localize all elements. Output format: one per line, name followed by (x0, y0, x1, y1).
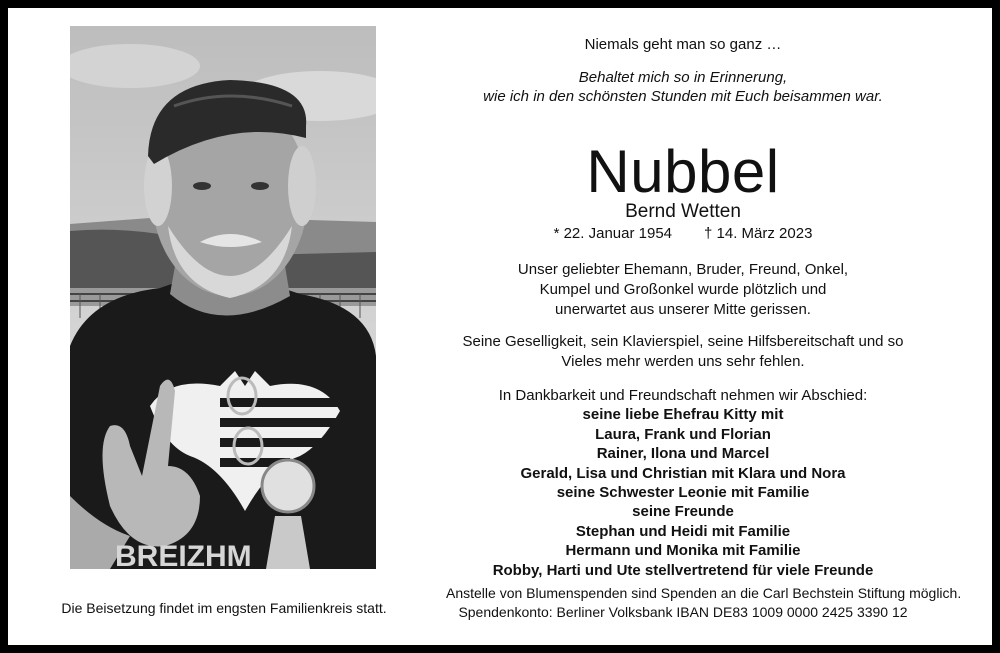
life-dates (446, 225, 920, 242)
donation-line: Anstelle von Blumenspenden sind Spenden an die Carl Bechstein Stiftung möglich. (446, 585, 962, 601)
text-line: Kumpel und Großonkel wurde plötzlich und (539, 281, 827, 298)
memory-paragraph (446, 332, 920, 372)
deceased-nickname: Nubbel (586, 138, 780, 205)
quote-line: Behaltet mich so in Erinnerung, (578, 69, 788, 86)
mourner: seine Schwester Leonie mit Familie (556, 484, 810, 502)
mourner: Laura, Frank und Florian (595, 425, 771, 443)
deceased-full-name: Bernd Wetten (625, 201, 741, 222)
birth-date: * 22. Januar 1954 (553, 225, 673, 242)
portrait-photo (70, 26, 376, 569)
mourner: seine liebe Ehefrau Kitty mit (582, 406, 784, 424)
text-line: unerwartet aus unserer Mitte gerissen. (555, 301, 811, 318)
farewell-intro: In Dankbarkeit und Freundschaft nehmen wir Abschied: (498, 387, 868, 404)
donation-info (446, 584, 962, 622)
quote-line: wie ich in den schönsten Stunden mit Euch beisammen war. (483, 88, 883, 105)
mourner: seine Freunde (632, 503, 734, 521)
tribute-paragraph (446, 260, 920, 320)
shirt-text: BREIZHM (115, 540, 252, 569)
mourner: Hermann und Monika mit Familie (565, 542, 801, 560)
death-date: † 14. März 2023 (704, 225, 813, 242)
text-line: Seine Geselligkeit, sein Klavierspiel, seine Hilfsbereitschaft und so (462, 333, 904, 350)
mourner: Robby, Harti und Ute stellvertretend für viele Freunde (492, 561, 874, 579)
bank-account-line: Spendenkonto: Berliner Volksbank IBAN DE83 1009 0000 2425 3390 12 (458, 604, 908, 620)
mourner: Rainer, Ilona und Marcel (596, 445, 770, 463)
burial-note: Die Beisetzung findet im engsten Familienkreis statt. (61, 600, 387, 616)
motto: Niemals geht man so ganz … (584, 36, 782, 53)
mourner: Stephan und Heidi mit Familie (575, 522, 791, 540)
quote (446, 68, 920, 106)
text-line: Unser geliebter Ehemann, Bruder, Freund, Onkel, (517, 261, 849, 278)
mourner: Gerald, Lisa und Christian mit Klara und Nora (520, 464, 846, 482)
obituary-card (8, 8, 992, 645)
mourners-list (446, 386, 920, 580)
text-line: Vieles mehr werden uns sehr fehlen. (561, 353, 805, 370)
